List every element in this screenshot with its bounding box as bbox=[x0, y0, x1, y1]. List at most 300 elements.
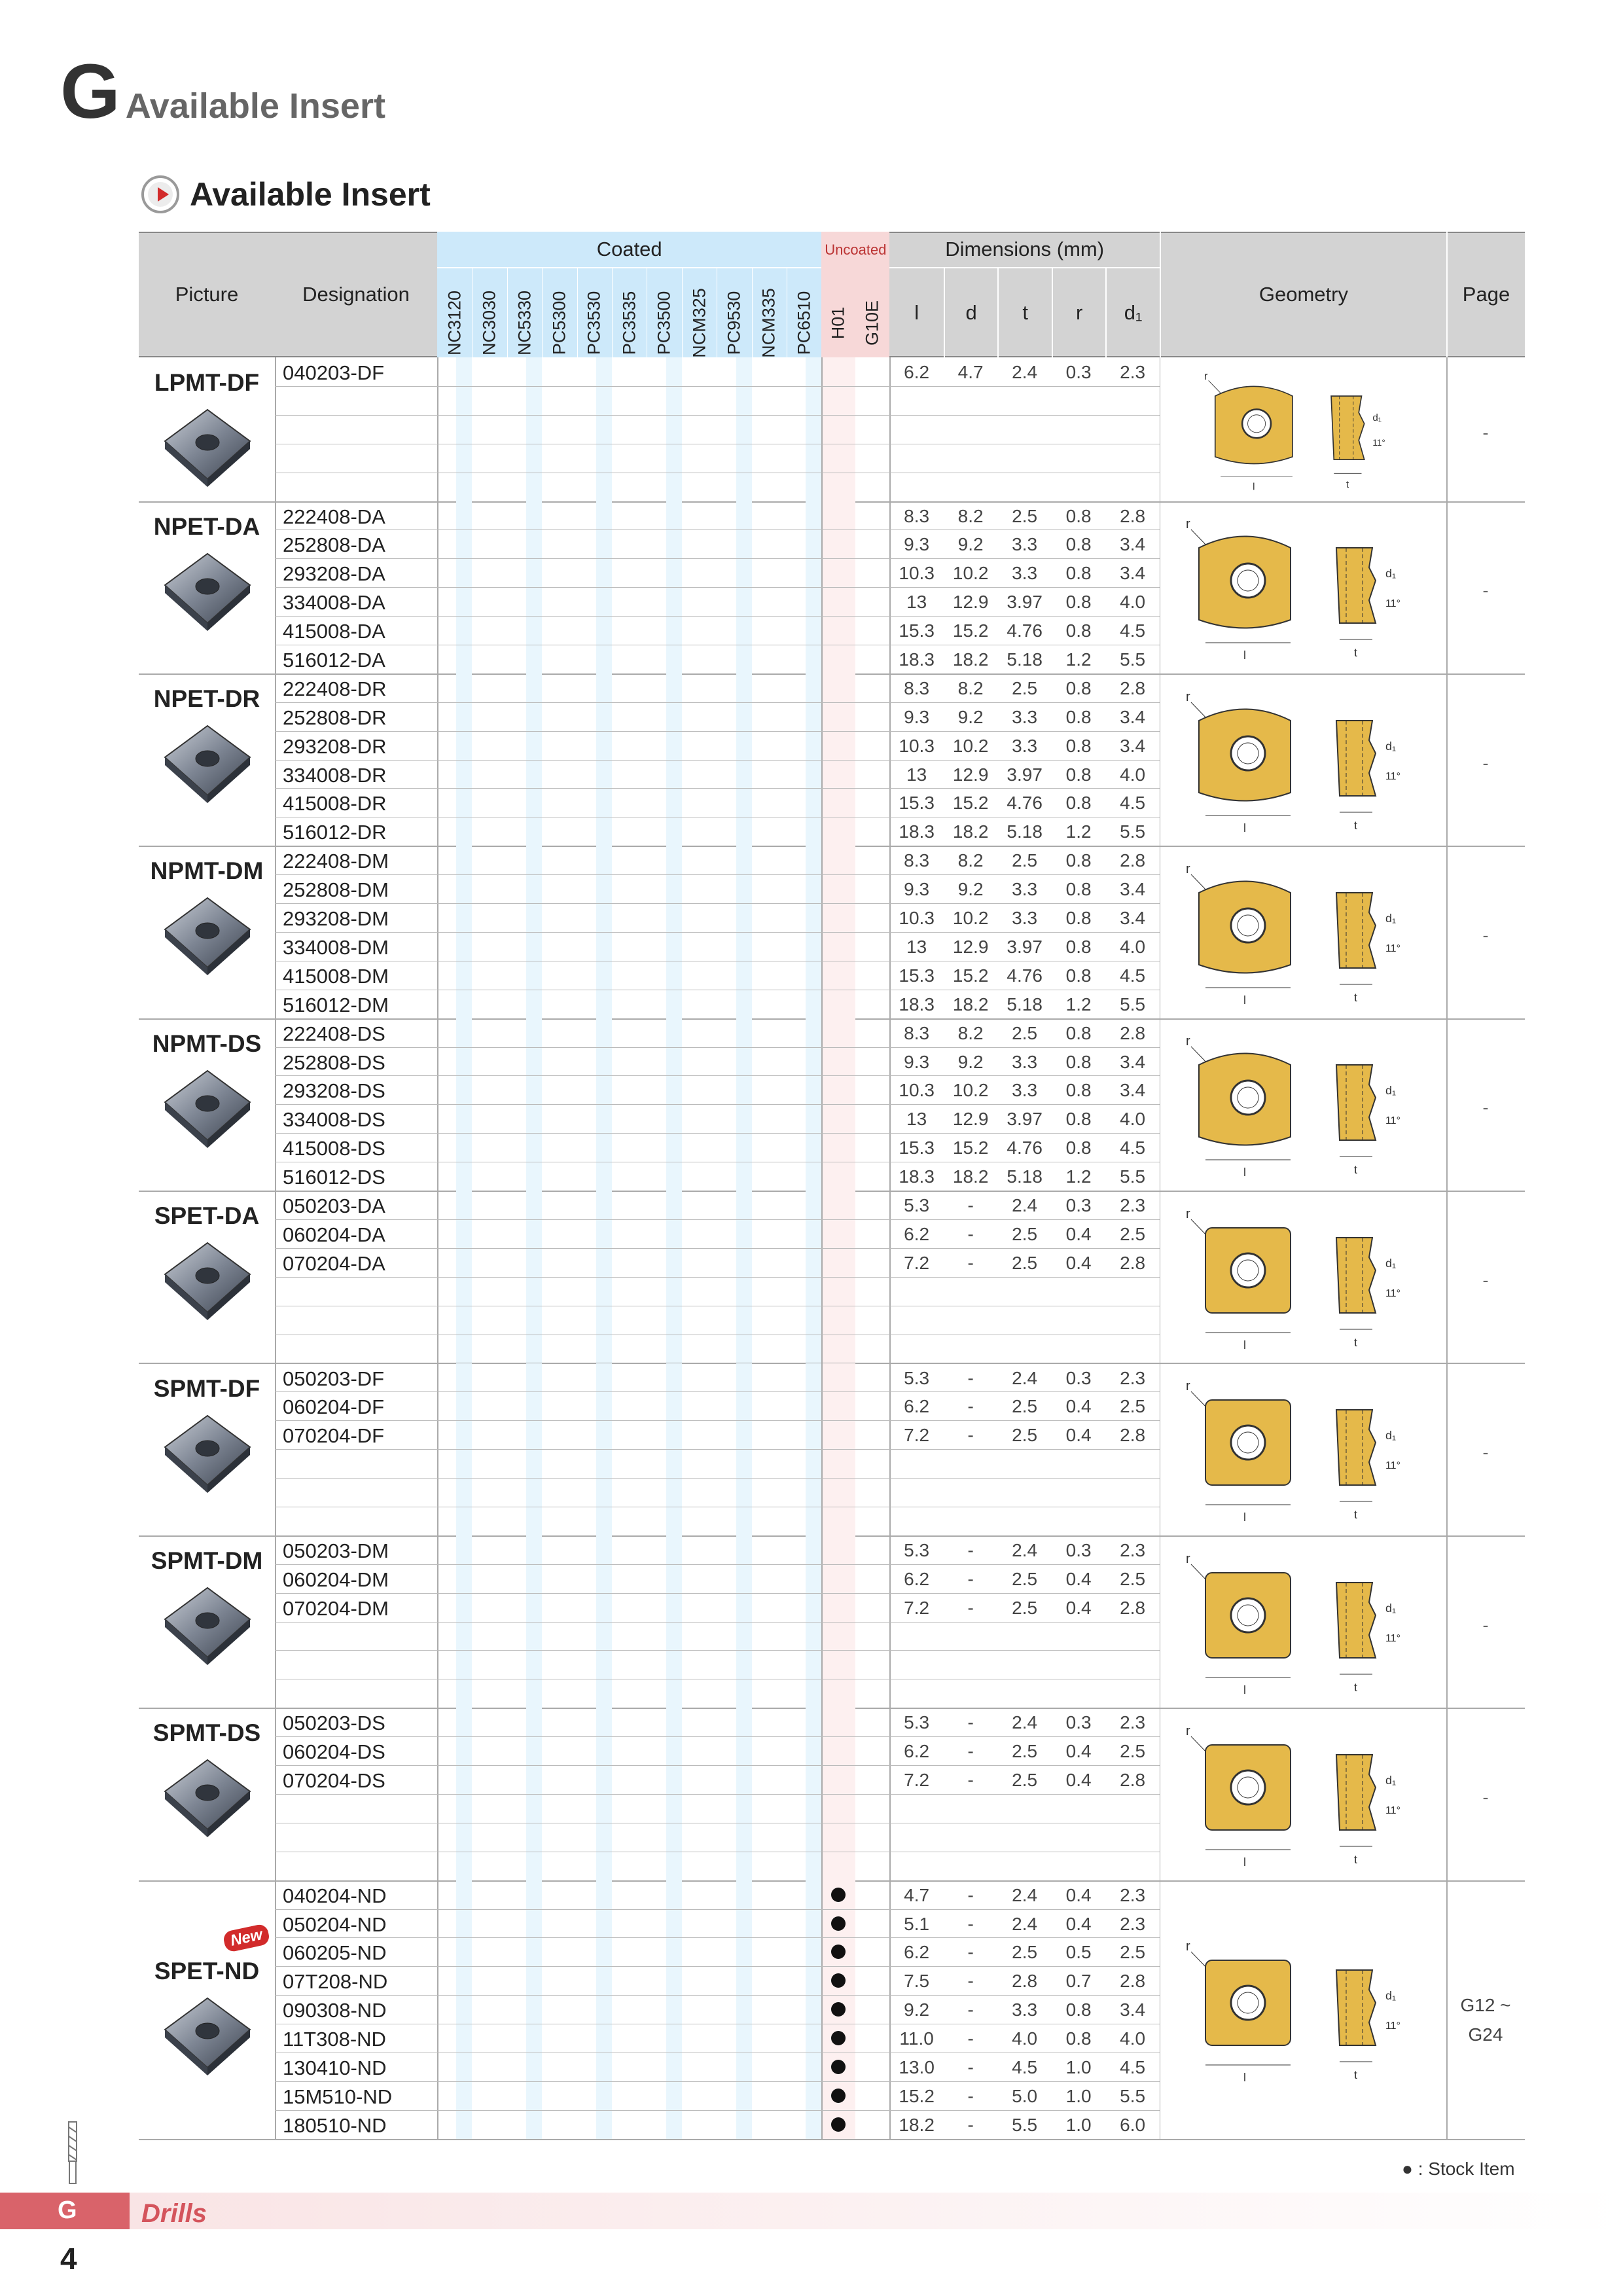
dimension-cell: 10.3 bbox=[899, 1080, 935, 1101]
dimension-cell: 2.5 bbox=[1120, 1223, 1146, 1244]
insert-type-label: LPMT-DF bbox=[154, 369, 260, 396]
dimension-cell: 0.4 bbox=[1065, 1884, 1092, 1905]
dimension-cell: - bbox=[967, 1712, 974, 1733]
designation-cell: 07T208-ND bbox=[283, 1970, 388, 1994]
row-rule bbox=[275, 1622, 1160, 1623]
column-rule bbox=[821, 357, 823, 501]
dimension-cell: 12.9 bbox=[952, 936, 989, 957]
designation-cell: 060204-DS bbox=[283, 1740, 385, 1764]
dimension-cell: 3.3 bbox=[1012, 1051, 1038, 1072]
dimension-cell: 8.2 bbox=[957, 1022, 984, 1043]
grade-stripe bbox=[596, 1880, 612, 2139]
dimension-cell: 3.4 bbox=[1120, 706, 1146, 727]
svg-text:d₁: d₁ bbox=[1385, 1429, 1396, 1443]
dimension-cell: 10.2 bbox=[952, 908, 989, 929]
dimension-cell: 2.8 bbox=[1120, 1770, 1146, 1791]
legend bbox=[1402, 2159, 1515, 2179]
svg-text:d₁: d₁ bbox=[1385, 1601, 1396, 1615]
dimension-cell: 18.3 bbox=[899, 1166, 935, 1187]
dimension-cell: 7.2 bbox=[904, 1597, 930, 1618]
row-rule bbox=[275, 1104, 1160, 1105]
insert-photo-icon bbox=[152, 1401, 263, 1499]
insert-photo-icon bbox=[152, 1056, 263, 1155]
dimension-cell: 0.8 bbox=[1065, 677, 1092, 698]
row-rule bbox=[275, 1047, 1160, 1048]
grade-label: PC6510 bbox=[794, 291, 814, 355]
row-rule bbox=[275, 1449, 1160, 1450]
svg-text:t: t bbox=[1353, 818, 1357, 832]
grade-label: NCM325 bbox=[689, 288, 709, 358]
dimension-cell: 18.3 bbox=[899, 821, 935, 842]
dimension-cell: 15.2 bbox=[899, 2085, 935, 2106]
grade-separator bbox=[682, 268, 683, 357]
dimension-cell: 0.8 bbox=[1065, 1109, 1092, 1130]
dimension-cell: 0.8 bbox=[1065, 1138, 1092, 1158]
dimension-cell: 2.5 bbox=[1012, 1597, 1038, 1618]
dimension-cell: 8.3 bbox=[904, 850, 930, 871]
dimension-cell: 5.3 bbox=[904, 1539, 930, 1560]
geometry-drawing-icon bbox=[1160, 1364, 1446, 1534]
insert-photo-icon bbox=[152, 1573, 263, 1672]
dimension-cell: 3.4 bbox=[1120, 534, 1146, 555]
dimension-cell: 5.18 bbox=[1007, 821, 1043, 842]
grade-label: PC3530 bbox=[584, 291, 604, 355]
row-rule bbox=[275, 558, 1160, 559]
dimension-cell: 4.5 bbox=[1120, 793, 1146, 814]
row-rule bbox=[275, 1794, 1160, 1795]
designation-cell: 070204-DS bbox=[283, 1769, 385, 1793]
dimension-cell: 12.9 bbox=[952, 592, 989, 613]
page-header bbox=[60, 47, 385, 136]
dimension-cell: 5.5 bbox=[1120, 649, 1146, 670]
dimension-cell: 6.2 bbox=[904, 1741, 930, 1762]
dimension-cell: - bbox=[967, 2000, 974, 2020]
dimension-cell: 2.5 bbox=[1012, 1022, 1038, 1043]
geometry-drawing-icon bbox=[1160, 1019, 1446, 1189]
dimension-cell: 0.8 bbox=[1065, 2000, 1092, 2020]
dimension-cell: 0.8 bbox=[1065, 735, 1092, 756]
dimension-cell: - bbox=[967, 1539, 974, 1560]
designation-cell: 222408-DM bbox=[283, 850, 389, 873]
dimension-cell: 15.2 bbox=[952, 1138, 989, 1158]
dimension-cell: 5.5 bbox=[1120, 2085, 1146, 2106]
header-coated bbox=[437, 232, 821, 268]
dimension-cell: 5.5 bbox=[1120, 994, 1146, 1014]
dimension-cell: 0.8 bbox=[1065, 1022, 1092, 1043]
header-geometry bbox=[1160, 232, 1446, 357]
svg-text:t: t bbox=[1353, 646, 1357, 660]
dimension-cell: 2.4 bbox=[1012, 1913, 1038, 1934]
dimension-cell: 3.3 bbox=[1012, 735, 1038, 756]
designation-cell: 180510-ND bbox=[283, 2113, 387, 2137]
grade-label: G10E bbox=[862, 300, 882, 346]
insert-group bbox=[139, 1018, 1525, 1192]
insert-photo-icon bbox=[152, 884, 263, 982]
dimension-cell: 13 bbox=[906, 592, 927, 613]
page-ref: - bbox=[1482, 1098, 1489, 1118]
svg-text:r: r bbox=[1185, 1034, 1190, 1049]
designation-cell: 060204-DA bbox=[283, 1223, 385, 1246]
dimension-cell: 2.8 bbox=[1012, 1971, 1038, 1992]
dimension-cell: 2.5 bbox=[1012, 1568, 1038, 1589]
dimension-cell: 0.8 bbox=[1065, 850, 1092, 871]
dimension-cell: 9.3 bbox=[904, 879, 930, 900]
dimension-cell: 3.4 bbox=[1120, 2000, 1146, 2020]
dim-header-text: d₁ bbox=[1124, 301, 1143, 324]
dimension-cell: 2.8 bbox=[1120, 1597, 1146, 1618]
grade-label: PC3500 bbox=[654, 291, 674, 355]
dim-header bbox=[1105, 268, 1160, 357]
insert-group bbox=[139, 1708, 1525, 1881]
designation-cell: 15M510-ND bbox=[283, 2085, 393, 2108]
dimension-cell: - bbox=[967, 1971, 974, 1992]
designation-cell: 060205-ND bbox=[283, 1941, 387, 1965]
dimension-cell: 10.2 bbox=[952, 735, 989, 756]
grade-label: NC3030 bbox=[479, 290, 499, 356]
row-rule bbox=[275, 1736, 1160, 1737]
svg-text:11°: 11° bbox=[1385, 598, 1400, 610]
svg-text:r: r bbox=[1185, 1939, 1190, 1954]
page-ref: - bbox=[1482, 1787, 1489, 1807]
header-geometry-text: Geometry bbox=[1258, 283, 1348, 306]
dimension-cell: 4.5 bbox=[1012, 2057, 1038, 2078]
svg-text:l: l bbox=[1243, 1166, 1246, 1179]
dimension-cell: - bbox=[967, 1367, 974, 1388]
dim-header-text: l bbox=[914, 301, 919, 324]
dimension-cell: 2.5 bbox=[1012, 1252, 1038, 1273]
dimension-cell: 15.3 bbox=[899, 793, 935, 814]
dimension-cell: 15.2 bbox=[952, 620, 989, 641]
designation-cell: 060204-DF bbox=[283, 1395, 385, 1419]
dimension-cell: 18.2 bbox=[899, 2114, 935, 2135]
dimension-cell: 3.3 bbox=[1012, 563, 1038, 584]
dimension-cell: 0.7 bbox=[1065, 1971, 1092, 1992]
dimension-cell: 10.3 bbox=[899, 563, 935, 584]
dimension-cell: 0.3 bbox=[1065, 1195, 1092, 1216]
dimension-cell: 0.4 bbox=[1065, 1568, 1092, 1589]
grade-stripe bbox=[456, 357, 472, 501]
row-rule bbox=[275, 1420, 1160, 1421]
geometry-drawing-icon bbox=[1160, 502, 1446, 672]
dimension-cell: 9.3 bbox=[904, 1051, 930, 1072]
dimension-cell: 2.4 bbox=[1012, 1712, 1038, 1733]
dim-header-text: d bbox=[965, 301, 977, 324]
dimension-cell: 2.8 bbox=[1120, 1252, 1146, 1273]
svg-text:11°: 11° bbox=[1372, 438, 1385, 448]
dimension-cell: 2.5 bbox=[1120, 1396, 1146, 1417]
dimension-cell: 0.8 bbox=[1065, 908, 1092, 929]
svg-text:l: l bbox=[1243, 2071, 1246, 2085]
row-rule bbox=[275, 587, 1160, 588]
dimension-cell: 5.18 bbox=[1007, 994, 1043, 1014]
dimension-cell: 3.4 bbox=[1120, 735, 1146, 756]
page-ref: G12 ~ G24 bbox=[1460, 1995, 1511, 2045]
insert-photo-icon bbox=[152, 1229, 263, 1327]
row-rule bbox=[275, 1564, 1160, 1565]
dimension-cell: 1.0 bbox=[1065, 2057, 1092, 2078]
designation-cell: 040203-DF bbox=[283, 361, 385, 384]
dimension-cell: 0.4 bbox=[1065, 1425, 1092, 1446]
grade-stripe bbox=[596, 357, 612, 501]
dimension-cell: 5.3 bbox=[904, 1367, 930, 1388]
dimension-cell: 6.0 bbox=[1120, 2114, 1146, 2135]
grade-separator bbox=[542, 268, 543, 357]
dimension-cell: 8.3 bbox=[904, 677, 930, 698]
column-rule bbox=[275, 1880, 276, 2139]
designation-cell: 293208-DS bbox=[283, 1079, 385, 1103]
designation-cell: 130410-ND bbox=[283, 2056, 387, 2080]
grade-label: PC5300 bbox=[549, 291, 569, 355]
dimension-cell: 2.4 bbox=[1012, 1884, 1038, 1905]
dimension-cell: 4.0 bbox=[1120, 764, 1146, 785]
row-rule bbox=[275, 1248, 1160, 1249]
dimension-cell: 15.3 bbox=[899, 620, 935, 641]
row-rule bbox=[275, 702, 1160, 703]
grade-separator bbox=[507, 268, 508, 357]
grade-separator bbox=[752, 268, 753, 357]
insert-photo-icon bbox=[152, 1984, 263, 2082]
dimension-cell: 4.5 bbox=[1120, 2057, 1146, 2078]
dim-header-text: t bbox=[1022, 301, 1028, 324]
designation-cell: 252808-DR bbox=[283, 706, 387, 729]
designation-cell: 050203-DA bbox=[283, 1194, 385, 1218]
dimension-cell: - bbox=[967, 1425, 974, 1446]
dimension-cell: 6.2 bbox=[904, 1942, 930, 1963]
dimension-cell: 0.3 bbox=[1065, 362, 1092, 382]
dimension-cell: 2.5 bbox=[1012, 1396, 1038, 1417]
designation-cell: 293208-DM bbox=[283, 907, 389, 931]
grade-stripe bbox=[806, 357, 821, 501]
row-rule bbox=[275, 903, 1160, 904]
insert-type-label: SPET-DA bbox=[154, 1202, 260, 1230]
dimension-cell: 15.2 bbox=[952, 965, 989, 986]
row-rule bbox=[275, 760, 1160, 761]
designation-cell: 516012-DA bbox=[283, 649, 385, 672]
insert-group bbox=[139, 357, 1525, 503]
header-uncoated-text: Uncoated bbox=[825, 242, 887, 258]
dimension-cell: 2.5 bbox=[1012, 850, 1038, 871]
dimension-cell: 3.4 bbox=[1120, 879, 1146, 900]
dimension-cell: 8.2 bbox=[957, 505, 984, 526]
grade-label: PC3535 bbox=[619, 291, 639, 355]
dimension-cell: 4.76 bbox=[1007, 965, 1043, 986]
dimension-cell: 13 bbox=[906, 936, 927, 957]
dimension-cell: 0.8 bbox=[1065, 965, 1092, 986]
dimension-cell: 18.2 bbox=[952, 1166, 989, 1187]
svg-text:r: r bbox=[1204, 369, 1208, 382]
geometry-drawing-icon bbox=[1160, 847, 1446, 1017]
dimension-cell: 4.0 bbox=[1120, 1109, 1146, 1130]
designation-cell: 415008-DA bbox=[283, 620, 385, 643]
dim-header bbox=[889, 268, 944, 357]
svg-text:t: t bbox=[1353, 1335, 1357, 1349]
designation-cell: 516012-DR bbox=[283, 821, 387, 844]
dimension-cell: 6.2 bbox=[904, 1568, 930, 1589]
insert-type-label: NPMT-DM bbox=[150, 857, 264, 885]
dimension-cell: 4.0 bbox=[1120, 2028, 1146, 2049]
header-picture bbox=[139, 232, 275, 357]
dimension-cell: 1.2 bbox=[1065, 649, 1092, 670]
dimension-cell: 11.0 bbox=[899, 2028, 934, 2049]
column-rule bbox=[437, 357, 438, 501]
grade-label: NCM335 bbox=[758, 288, 779, 358]
row-rule bbox=[275, 1909, 1160, 1910]
insert-photo-icon bbox=[152, 539, 263, 637]
grade-label: PC9530 bbox=[724, 291, 744, 355]
svg-text:11°: 11° bbox=[1385, 770, 1400, 782]
stock-dot-icon bbox=[831, 1916, 846, 1931]
dimension-cell: 0.8 bbox=[1065, 2028, 1092, 2049]
dimension-cell: 3.3 bbox=[1012, 2000, 1038, 2020]
row-rule bbox=[275, 415, 1160, 416]
dimension-cell: 4.5 bbox=[1120, 620, 1146, 641]
designation-cell: 050204-ND bbox=[283, 1912, 387, 1936]
designation-cell: 222408-DS bbox=[283, 1022, 385, 1045]
dim-header bbox=[1052, 268, 1106, 357]
dimension-cell: 7.5 bbox=[904, 1971, 930, 1992]
dimension-cell: 0.8 bbox=[1065, 620, 1092, 641]
designation-cell: 222408-DR bbox=[283, 677, 387, 700]
dimension-cell: 15.2 bbox=[952, 793, 989, 814]
svg-text:t: t bbox=[1353, 1680, 1357, 1694]
column-rule bbox=[437, 1880, 438, 2139]
dimension-cell: 8.3 bbox=[904, 1022, 930, 1043]
dimension-cell: 4.76 bbox=[1007, 1138, 1043, 1158]
designation-cell: 050203-DS bbox=[283, 1712, 385, 1735]
dimension-cell: 10.2 bbox=[952, 563, 989, 584]
dimension-cell: 5.3 bbox=[904, 1195, 930, 1216]
dimension-cell: 8.2 bbox=[957, 850, 984, 871]
dimension-cell: 2.5 bbox=[1120, 1568, 1146, 1589]
designation-cell: 334008-DM bbox=[283, 935, 389, 959]
header-picture-text: Picture bbox=[175, 283, 239, 306]
dimension-cell: 10.2 bbox=[952, 1080, 989, 1101]
dimension-cell: 0.8 bbox=[1065, 793, 1092, 814]
dimension-cell: 0.8 bbox=[1065, 505, 1092, 526]
dimension-cell: 0.4 bbox=[1065, 1252, 1092, 1273]
grade-stripe bbox=[736, 357, 752, 501]
section-band bbox=[130, 2193, 1623, 2229]
geometry-drawing-icon bbox=[1160, 1924, 1446, 2094]
grade-stripe bbox=[736, 1880, 752, 2139]
designation-cell: 050203-DF bbox=[283, 1367, 385, 1390]
dimension-cell: 4.0 bbox=[1120, 592, 1146, 613]
dimension-cell: 10.3 bbox=[899, 735, 935, 756]
dimension-cell: 6.2 bbox=[904, 1223, 930, 1244]
dimension-cell: 18.2 bbox=[952, 649, 989, 670]
dimension-cell: 9.2 bbox=[957, 706, 984, 727]
dimension-cell: 2.5 bbox=[1012, 505, 1038, 526]
dimension-cell: 1.2 bbox=[1065, 1166, 1092, 1187]
row-rule bbox=[275, 1391, 1160, 1392]
dimension-cell: 15.3 bbox=[899, 1138, 935, 1158]
dimension-cell: 6.2 bbox=[904, 362, 930, 382]
svg-text:11°: 11° bbox=[1385, 942, 1400, 954]
dimension-cell: 0.4 bbox=[1065, 1597, 1092, 1618]
dimension-cell: 5.18 bbox=[1007, 649, 1043, 670]
dimension-cell: - bbox=[967, 1741, 974, 1762]
row-rule bbox=[275, 386, 1160, 387]
page-ref: - bbox=[1482, 581, 1489, 601]
dimension-cell: 2.5 bbox=[1012, 1942, 1038, 1963]
insert-group bbox=[139, 1191, 1525, 1364]
dimension-cell: 3.97 bbox=[1007, 764, 1043, 785]
dimension-cell: 0.4 bbox=[1065, 1770, 1092, 1791]
insert-photo-icon bbox=[152, 711, 263, 810]
row-rule bbox=[275, 932, 1160, 933]
insert-group bbox=[139, 846, 1525, 1019]
designation-cell: 252808-DS bbox=[283, 1050, 385, 1074]
designation-cell: 040204-ND bbox=[283, 1884, 387, 1907]
dimension-cell: 0.8 bbox=[1065, 764, 1092, 785]
dimension-cell: 13 bbox=[906, 1109, 927, 1130]
dimension-cell: - bbox=[967, 2028, 974, 2049]
dimension-cell: - bbox=[967, 1913, 974, 1934]
svg-text:l: l bbox=[1243, 1855, 1246, 1869]
dimension-cell: 2.5 bbox=[1012, 1223, 1038, 1244]
insert-group bbox=[139, 1363, 1525, 1537]
svg-text:r: r bbox=[1185, 1723, 1190, 1738]
svg-text:t: t bbox=[1353, 1163, 1357, 1177]
section-tab-letter: G bbox=[58, 2197, 77, 2224]
page-ref: - bbox=[1482, 1615, 1489, 1635]
designation-cell: 252808-DA bbox=[283, 533, 385, 557]
insert-type-label: SPMT-DM bbox=[151, 1547, 263, 1574]
svg-text:t: t bbox=[1353, 1508, 1357, 1522]
dimension-cell: 2.5 bbox=[1012, 1741, 1038, 1762]
designation-cell: 415008-DR bbox=[283, 792, 387, 816]
dimension-cell: 2.5 bbox=[1120, 1741, 1146, 1762]
svg-text:l: l bbox=[1243, 1511, 1246, 1524]
dimension-cell: 5.18 bbox=[1007, 1166, 1043, 1187]
row-rule bbox=[275, 1650, 1160, 1651]
dimension-cell: 9.2 bbox=[957, 879, 984, 900]
dimension-cell: 18.2 bbox=[952, 821, 989, 842]
dimension-cell: 12.9 bbox=[952, 764, 989, 785]
svg-text:11°: 11° bbox=[1385, 1804, 1400, 1816]
row-rule bbox=[275, 1765, 1160, 1766]
dimension-cell: 4.5 bbox=[1120, 965, 1146, 986]
dimension-cell: 0.4 bbox=[1065, 1741, 1092, 1762]
insert-photo-icon bbox=[152, 1746, 263, 1844]
insert-group bbox=[139, 1880, 1525, 2140]
dimension-cell: 9.3 bbox=[904, 534, 930, 555]
stock-dot-icon bbox=[831, 1888, 846, 1902]
dimension-cell: 1.0 bbox=[1065, 2114, 1092, 2135]
grade-stripe bbox=[666, 1880, 682, 2139]
page-ref: - bbox=[1482, 925, 1489, 945]
dimension-cell: - bbox=[967, 1597, 974, 1618]
dimension-cell: - bbox=[967, 1568, 974, 1589]
dimension-cell: 0.3 bbox=[1065, 1539, 1092, 1560]
dim-header bbox=[997, 268, 1052, 357]
header-dimensions-text: Dimensions (mm) bbox=[945, 238, 1105, 260]
svg-text:r: r bbox=[1185, 1206, 1190, 1221]
grade-stripe bbox=[526, 357, 542, 501]
designation-cell: 11T308-ND bbox=[283, 2028, 386, 2051]
grade-stripe bbox=[526, 1880, 542, 2139]
svg-text:11°: 11° bbox=[1385, 1460, 1400, 1472]
dimension-cell: 2.3 bbox=[1120, 1712, 1146, 1733]
dimension-cell: 18.3 bbox=[899, 649, 935, 670]
row-rule bbox=[275, 1995, 1160, 1996]
dimension-cell: 4.76 bbox=[1007, 793, 1043, 814]
header-designation-text: Designation bbox=[302, 283, 410, 306]
designation-cell: 252808-DM bbox=[283, 878, 389, 902]
svg-text:11°: 11° bbox=[1385, 1632, 1400, 1644]
dimension-cell: 3.97 bbox=[1007, 592, 1043, 613]
row-rule bbox=[275, 2110, 1160, 2111]
